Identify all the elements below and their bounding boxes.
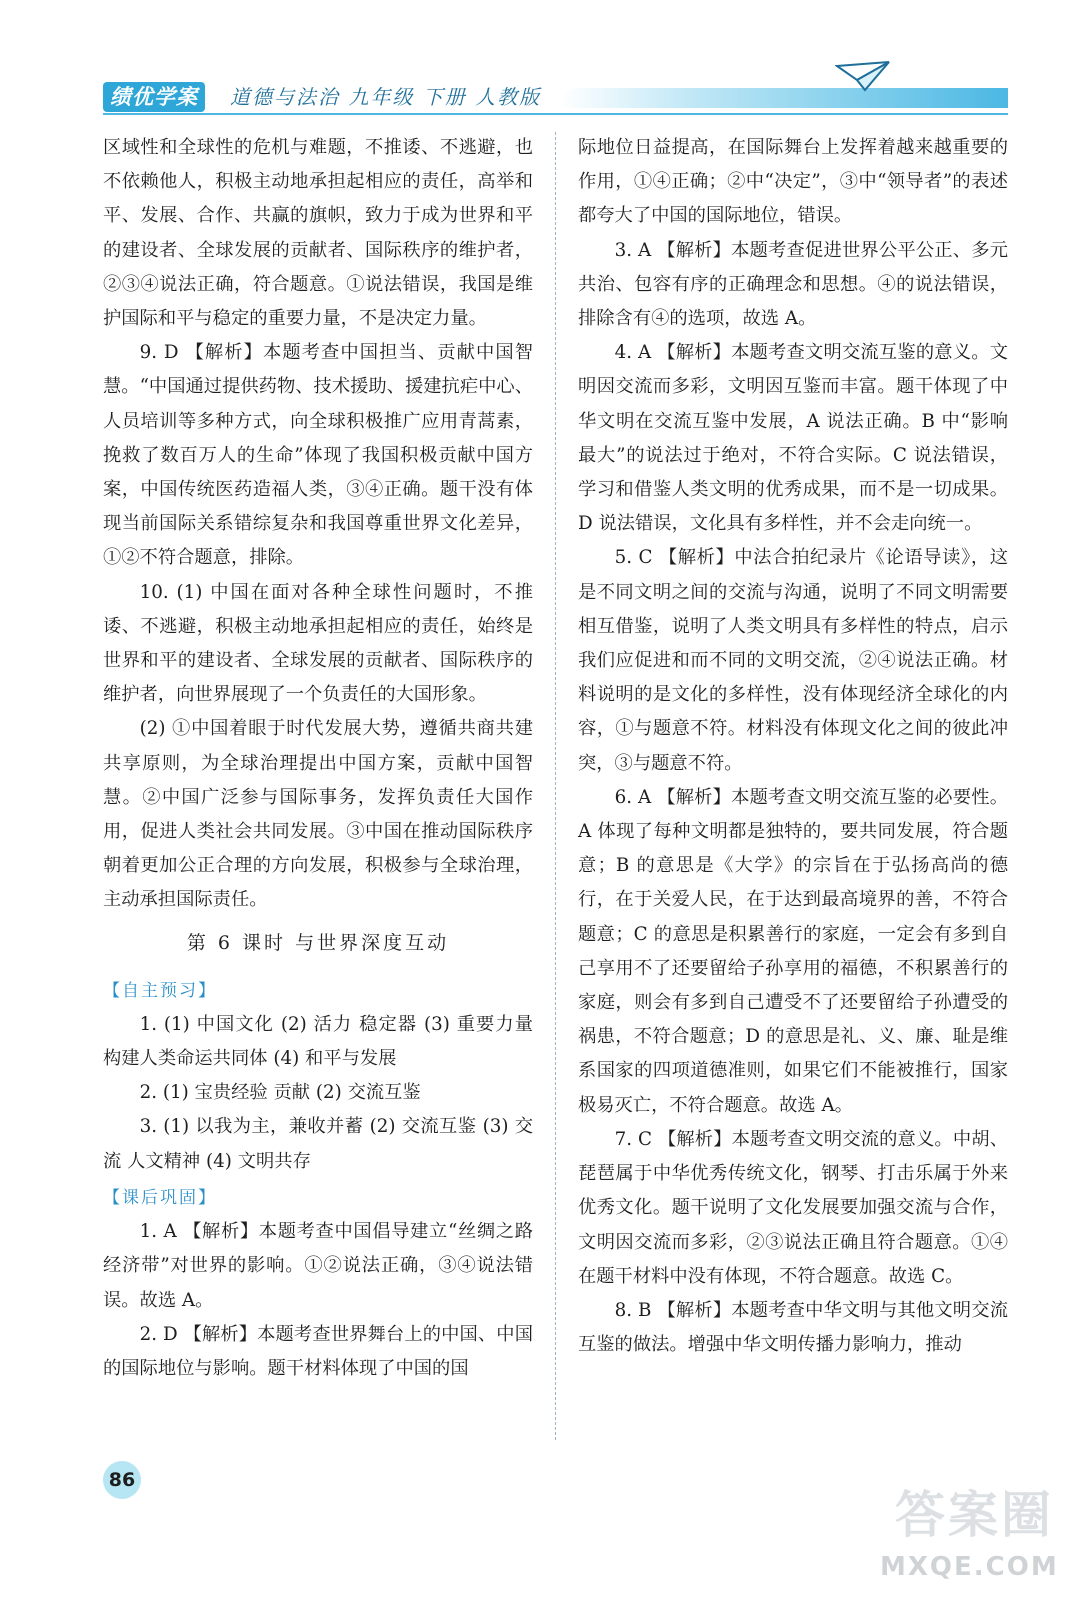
lesson-title: 第 6 课时 与世界深度互动 bbox=[186, 931, 450, 954]
preview-answer-3: 3. (1) 以我为主，兼收并蓄 (2) 交流互鉴 (3) 交流 人文精神 (4) 文明共存 bbox=[103, 1116, 533, 1172]
left-column bbox=[103, 131, 533, 1386]
watermark-logo: 答案圈 bbox=[895, 1486, 1054, 1544]
right-column bbox=[578, 131, 1008, 1362]
page-number: 86 bbox=[103, 1461, 141, 1499]
section-heading-review: 【课后巩固】 bbox=[103, 1187, 217, 1208]
answer-q9: 9. D 【解析】本题考查中国担当、贡献中国智慧。“中国通过提供药物、技术援助、援建抗疟中心、人员培训等多种方式，向全球积极推广应用青蒿素，挽救了数百万人的生命”体现了我国积极贡献中国方案，中国传统医药造福人类，③④正确。题干没有体现当前国际关系错综复杂和我国尊重世界文化差异，①②不符合题意，排除。 bbox=[103, 342, 533, 569]
review-answer-8: 8. B 【解析】本题考查中华文明与其他文明交流互鉴的做法。增强中华文明传播力影响力，推动 bbox=[578, 1299, 1008, 1356]
review-answer-3: 3. A 【解析】本题考查促进世界公平公正、多元共治、包容有序的正确理念和思想。④的说法错误，排除含有④的选项，故选 A。 bbox=[578, 239, 1008, 330]
column-divider bbox=[555, 132, 556, 1440]
paper-plane-icon bbox=[835, 60, 891, 94]
preview-answer-2: 2. (1) 宝贵经验 贡献 (2) 交流互鉴 bbox=[139, 1082, 421, 1104]
answer-q10-part1: 10. (1) 中国在面对各种全球性问题时，不推诿、不逃避，积极主动地承担起相应的责任，始终是世界和平的建设者、全球发展的贡献者、国际秩序的维护者，向世界展现了一个负责任的大国形象。 bbox=[103, 581, 533, 706]
header-rule bbox=[103, 113, 1008, 115]
book-subtitle: 道德与法治 九年级 下册 人教版 bbox=[230, 85, 542, 109]
preview-answer-1: 1. (1) 中国文化 (2) 活力 稳定器 (3) 重要力量 构建人类命运共同体 (4) 和平与发展 bbox=[103, 1013, 533, 1070]
review-answer-1: 1. A 【解析】本题考查中国倡导建立“丝绸之路经济带”对世界的影响。①②说法正确，③④说法错误。故选 A。 bbox=[103, 1221, 533, 1311]
answer-continuation: 际地位日益提高，在国际舞台上发挥着越来越重要的作用，①④正确；②中“决定”，③中“领导者”的表述都夸大了中国的国际地位，错误。 bbox=[578, 137, 1008, 227]
brand-logo: 绩优学案 bbox=[103, 82, 205, 112]
review-answer-6: 6. A 【解析】本题考查文明交流互鉴的必要性。A 体现了每种文明都是独特的，要共同发展，符合题意；B 的意思是《大学》的宗旨在于弘扬高尚的德行，在于关爱人民，在于达到最高境界的善，不符合题意；C 的意思是积累善行的家庭，一定会有多到自己享用不了还要留给子孙享用的福德，不积累善行的家庭，则会有多到自己遭受不了还要留给子孙遭受的祸患，不符合题意；D 的意思是礼、义、廉、耻是维系国家的四项道德准则，如果它们不能被推行，国家极易灭亡，不符合题意。故选 A。 bbox=[578, 786, 1008, 1116]
answer-paragraph: 区域性和全球性的危机与难题，不推诿、不逃避，也不依赖他人，积极主动地承担起相应的责任，高举和平、发展、合作、共赢的旗帜，致力于成为世界和平的建设者、全球发展的贡献者、国际秩序的维护者，②③④说法正确，符合题意。①说法错误，我国是维护国际和平与稳定的重要力量，不是决定力量。 bbox=[103, 137, 533, 330]
answer-q10-part2: (2) ①中国着眼于时代发展大势，遵循共商共建共享原则，为全球治理提出中国方案，贡献中国智慧。②中国广泛参与国际事务，发挥负责任大国作用，促进人类社会共同发展。③中国在推动国际秩序朝着更加公正合理的方向发展，积极参与全球治理，主动承担国际责任。 bbox=[103, 718, 533, 911]
review-answer-5: 5. C 【解析】中法合拍纪录片《论语导读》，这是不同文明之间的交流与沟通，说明了不同文明需要相互借鉴，说明了人类文明具有多样性的特点，启示我们应促进和而不同的文明交流，②④说法正确。材料说明的是文化的多样性，没有体现经济全球化的内容，①与题意不符。材料没有体现文化之间的彼此冲突，③与题意不符。 bbox=[578, 547, 1008, 774]
watermark-url: MXQE.COM bbox=[880, 1552, 1059, 1582]
page-header bbox=[0, 0, 1091, 120]
section-heading-preview: 【自主预习】 bbox=[103, 980, 217, 1001]
review-answer-4: 4. A 【解析】本题考查文明交流互鉴的意义。文明因交流而多彩，文明因互鉴而丰富。题干体现了中华文明在交流互鉴中发展，A 说法正确。B 中“影响最大”的说法过于绝对，不符合实际。C 说法错误，学习和借鉴人类文明的优秀成果，而不是一切成果。D 说法错误，文化具有多样性，并不会走向统一。 bbox=[578, 342, 1008, 535]
review-answer-2: 2. D 【解析】本题考查世界舞台上的中国、中国的国际地位与影响。题干材料体现了中国的国 bbox=[103, 1323, 533, 1379]
review-answer-7: 7. C 【解析】本题考查文明交流的意义。中胡、琵琶属于中华优秀传统文化，钢琴、打击乐属于外来优秀文化。题干说明了文化发展要加强交流与合作，文明因交流而多彩，②③说法正确且符合题意。①④在题干材料中没有体现，不符合题意。故选 C。 bbox=[578, 1128, 1008, 1287]
header-decor-band bbox=[560, 88, 1008, 108]
